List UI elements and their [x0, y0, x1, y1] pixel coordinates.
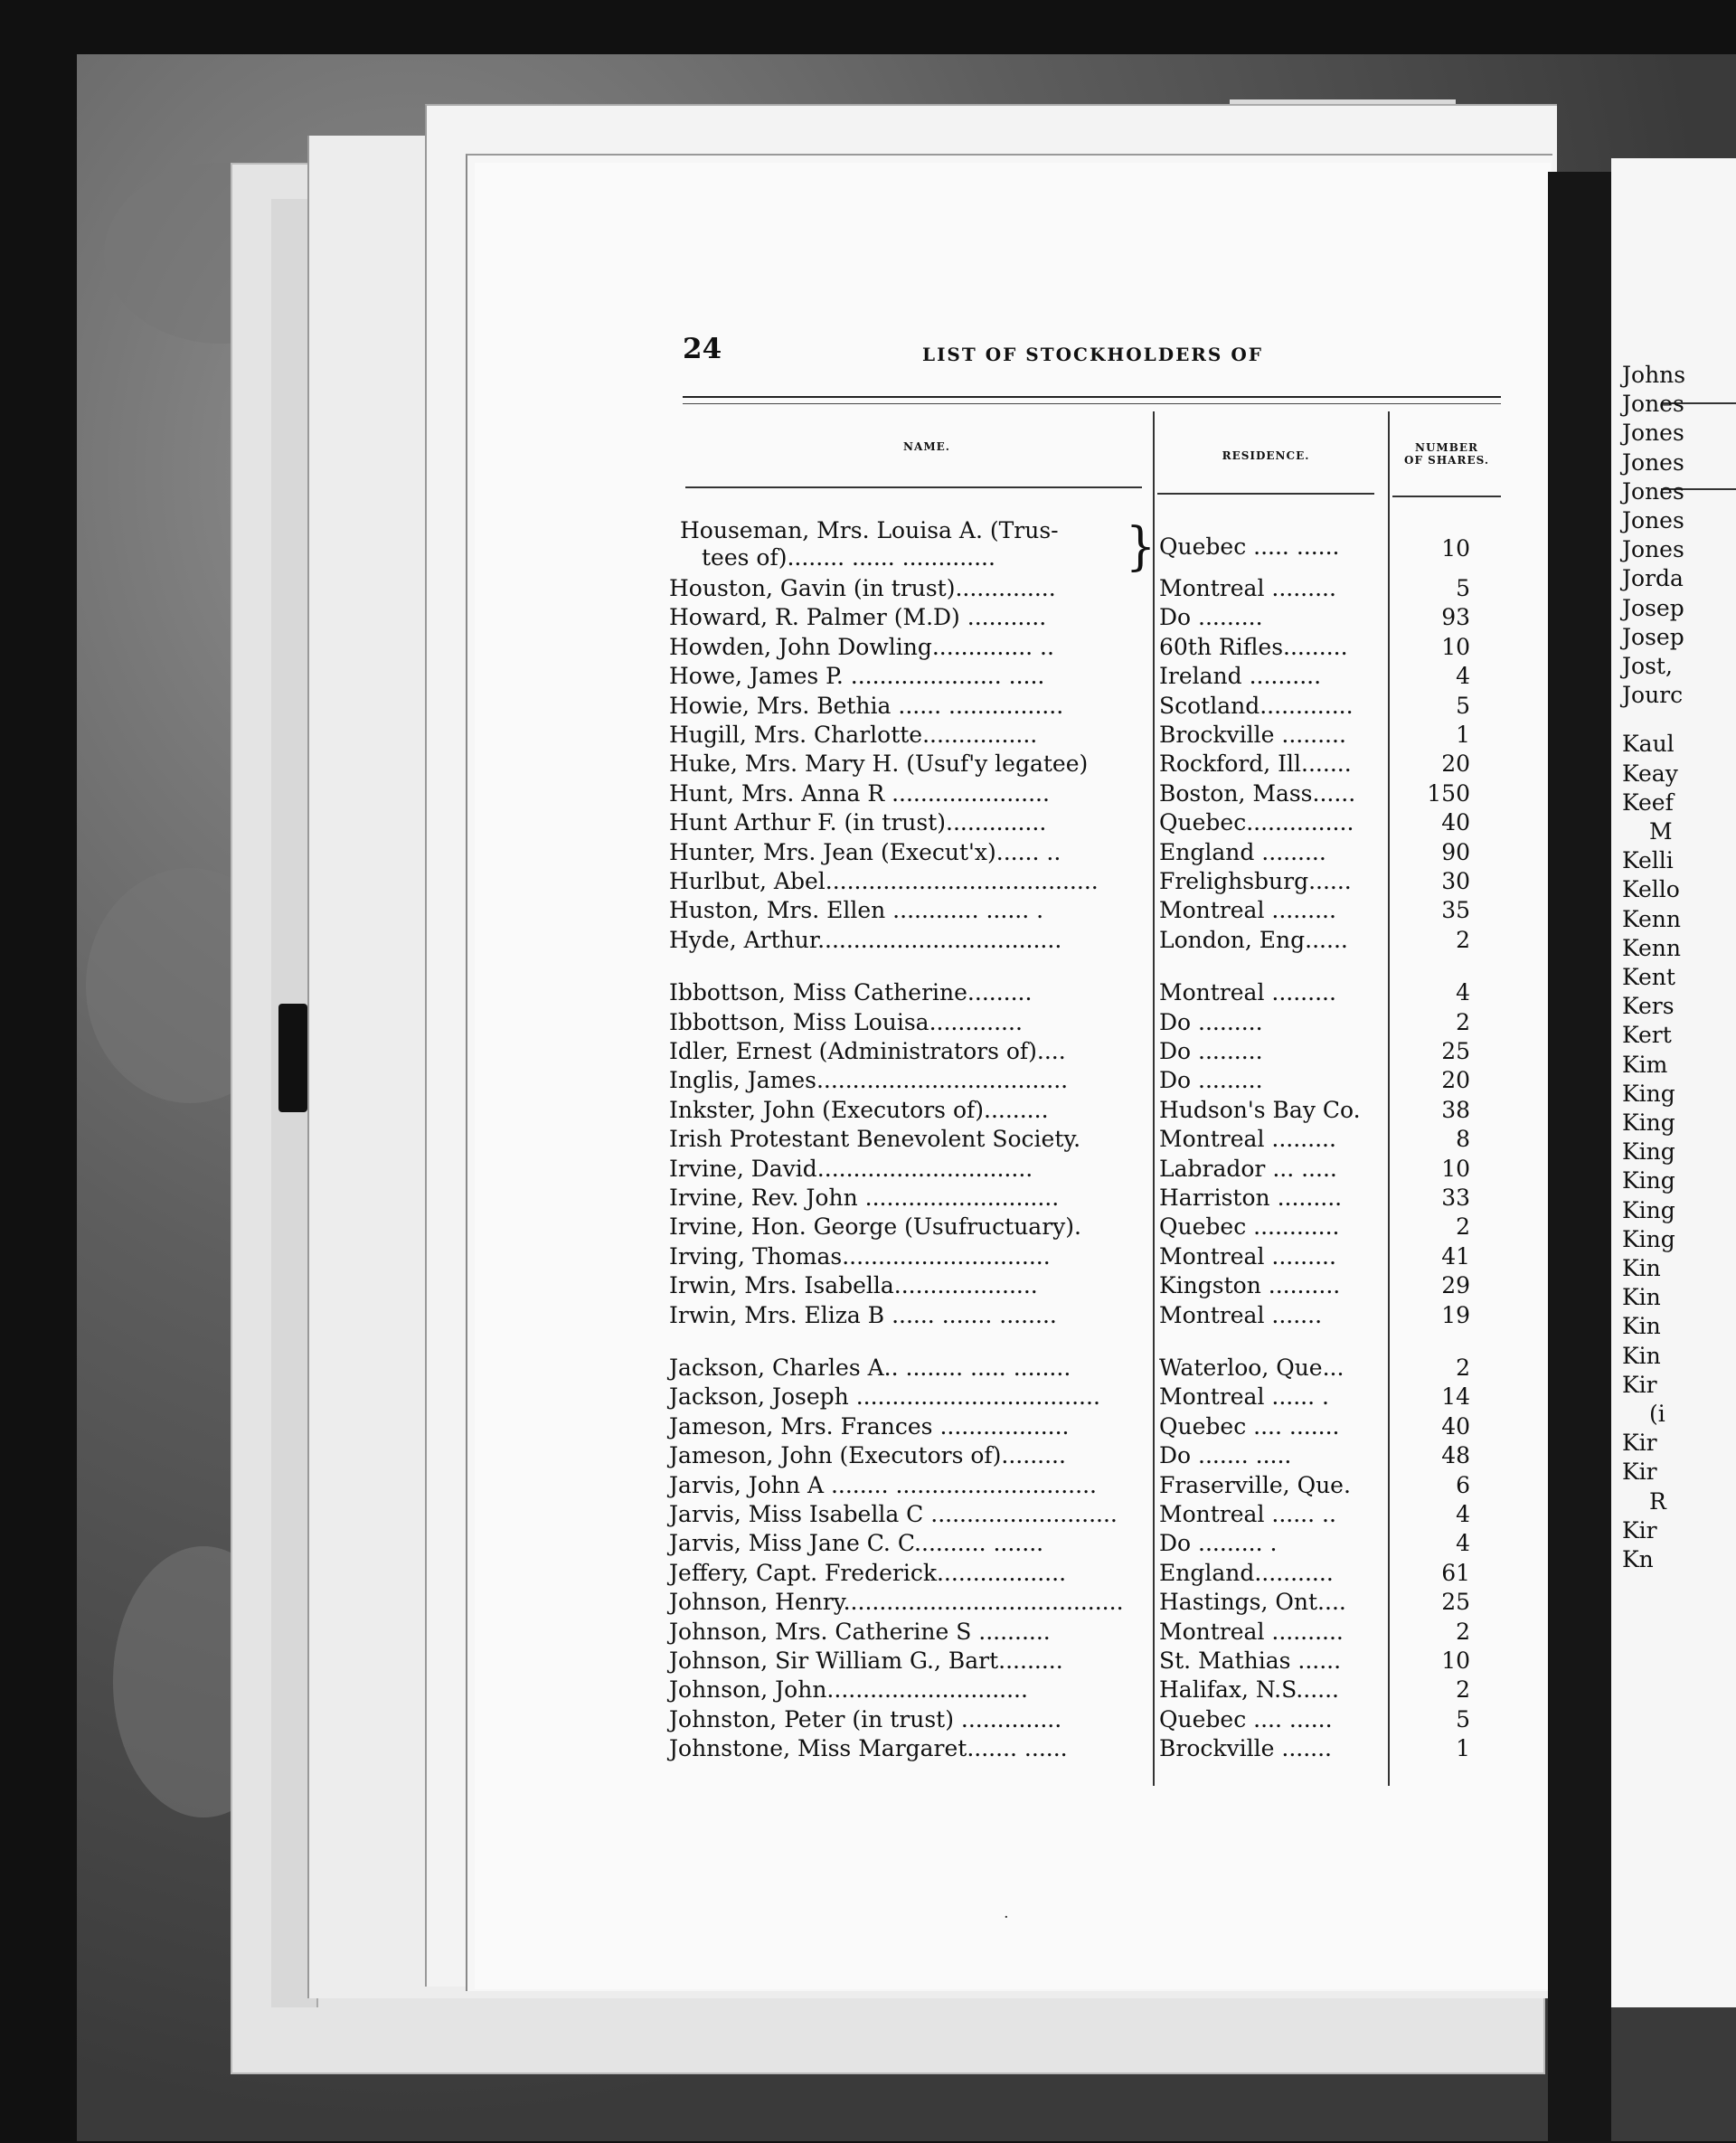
facing-page-fragment: Kaul — [1622, 731, 1675, 758]
facing-page-fragment: Jones — [1622, 507, 1684, 533]
stockholder-residence: Montreal ......... — [1159, 979, 1336, 1006]
stockholder-name: Jameson, John (Executors of)......... — [669, 1442, 1066, 1469]
stockholder-residence: St. Mathias ...... — [1159, 1647, 1342, 1674]
stockholder-residence: Montreal ......... — [1159, 1242, 1336, 1270]
stockholder-row — [669, 1530, 1510, 1559]
stockholder-row — [669, 1442, 1510, 1471]
stockholder-residence: Fraserville, Que. — [1159, 1471, 1351, 1498]
facing-page-fragment: Kert — [1622, 1022, 1672, 1049]
stockholder-residence: Quebec .... ....... — [1159, 1412, 1340, 1440]
stockholder-row — [669, 1213, 1510, 1242]
stockholder-name: Irwin, Mrs. Isabella.................... — [669, 1272, 1038, 1299]
stockholder-name: Jameson, Mrs. Frances .................. — [669, 1412, 1070, 1440]
facing-page-fragment: Kello — [1622, 876, 1680, 903]
stockholder-shares: 14 — [1441, 1383, 1470, 1411]
stockholder-row — [669, 1243, 1510, 1272]
stockholder-residence: Montreal ......... — [1159, 897, 1336, 924]
stockholder-shares: 25 — [1441, 1589, 1470, 1616]
stockholder-shares: 2 — [1456, 1008, 1470, 1035]
stockholder-residence: Montreal ......... — [1159, 575, 1336, 601]
stockholder-shares: 5 — [1456, 575, 1470, 601]
stockholder-residence: Do ......... — [1159, 1067, 1263, 1094]
stockholder-row — [669, 809, 1510, 838]
facing-page-fragment: Kim — [1622, 1051, 1668, 1078]
stockholder-name: Houston, Gavin (in trust).............. — [669, 575, 1056, 601]
stockholder-name: Irvine, Rev. John ........................... — [669, 1185, 1060, 1211]
page-number: 24 — [683, 333, 722, 365]
stockholder-name: Johnson, Henry....................................... — [669, 1589, 1124, 1616]
stockholder-row — [669, 517, 1510, 575]
facing-page-fragment: King — [1622, 1138, 1675, 1166]
stockholder-residence: Halifax, N.S...... — [1159, 1676, 1339, 1704]
stockholder-name: Hunt, Mrs. Anna R ...................... — [669, 779, 1050, 807]
stockholder-shares: 48 — [1441, 1442, 1470, 1469]
stockholder-row — [669, 751, 1510, 779]
stockholder-name: Irving, Thomas............................. — [669, 1242, 1051, 1270]
stockholder-row — [669, 575, 1510, 604]
stockholder-row — [669, 1355, 1510, 1383]
stockholder-row — [669, 634, 1510, 663]
stockholder-residence: Montreal ......... — [1159, 1126, 1336, 1153]
facing-page-fragment: (i — [1649, 1401, 1665, 1427]
stockholder-name: Howie, Mrs. Bethia ...... ................ — [669, 692, 1064, 719]
stockholder-name: Jarvis, Miss Isabella C .......................... — [669, 1501, 1118, 1527]
stockholder-residence: Quebec............... — [1159, 809, 1354, 836]
stockholder-row — [669, 839, 1510, 868]
stockholder-row — [669, 927, 1510, 956]
facing-page-fragment: Kers — [1622, 993, 1675, 1020]
stockholder-residence: Do ......... . — [1159, 1530, 1278, 1557]
stockholder-name: Hunt Arthur F. (in trust).............. — [669, 809, 1047, 836]
stockholder-row — [669, 1676, 1510, 1705]
stockholder-shares: 90 — [1441, 838, 1470, 865]
stockholder-row — [669, 1185, 1510, 1213]
stockholder-name: Irish Protestant Benevolent Society. — [669, 1126, 1081, 1153]
stockholder-residence: Brockville ....... — [1159, 1735, 1333, 1762]
facing-page-fragment: Johns — [1622, 362, 1686, 388]
stockholder-shares: 25 — [1441, 1038, 1470, 1064]
stockholder-residence: Scotland............. — [1159, 692, 1354, 719]
facing-page — [1611, 158, 1736, 2007]
stockholder-row — [669, 1619, 1510, 1647]
stockholder-shares: 150 — [1427, 779, 1470, 807]
stockholder-name: Johnson, Mrs. Catherine S .......... — [669, 1618, 1051, 1645]
stockholder-name: Huston, Mrs. Ellen ............ ...... . — [669, 897, 1044, 924]
facing-page-fragment: Kin — [1622, 1342, 1661, 1369]
facing-page-fragment: King — [1622, 1225, 1675, 1252]
facing-page-fragment: Jourc — [1622, 682, 1684, 709]
stockholder-residence: Montreal ....... — [1159, 1301, 1323, 1328]
facing-page-fragment: Josep — [1622, 623, 1684, 650]
stockholder-residence: Montreal .......... — [1159, 1618, 1344, 1645]
stockholder-name: Huke, Mrs. Mary H. (Usuf'y legatee) — [669, 751, 1089, 778]
column-header-shares — [1392, 441, 1501, 467]
stockholder-shares: 1 — [1456, 722, 1470, 748]
stockholder-residence: Harriston ......... — [1159, 1185, 1343, 1211]
stockholder-row — [669, 693, 1510, 722]
facing-page-fragment: Jones — [1622, 391, 1684, 418]
stockholder-residence: Frelighsburg...... — [1159, 868, 1352, 894]
stockholder-name: Howden, John Dowling.............. .. — [669, 633, 1054, 660]
stockholder-name: Johnson, Sir William G., Bart......... — [669, 1647, 1063, 1674]
stockholder-row — [669, 1272, 1510, 1301]
stockholder-row — [669, 1647, 1510, 1676]
facing-page-fragment: M — [1649, 818, 1673, 845]
stockholder-shares: 33 — [1441, 1185, 1470, 1211]
stockholder-shares: 10 — [1441, 535, 1470, 562]
facing-page-fragment: Josep — [1622, 594, 1684, 621]
running-title: LIST OF STOCKHOLDERS OF — [922, 344, 1263, 365]
stockholder-shares: 8 — [1456, 1126, 1470, 1153]
column-header-shares-line2: OF SHARES. — [1404, 454, 1489, 467]
header-rule — [683, 396, 1501, 398]
stockholder-name: Hunter, Mrs. Jean (Execut'x)...... .. — [669, 838, 1061, 865]
stockholder-residence: Brockville ......... — [1159, 722, 1346, 748]
facing-page-fragment: Keay — [1622, 760, 1678, 787]
facing-page-fragment: Kelli — [1622, 847, 1674, 874]
stockholder-row — [669, 1156, 1510, 1185]
column-rule — [1392, 496, 1501, 497]
stockholder-shares: 4 — [1456, 663, 1470, 690]
stockholder-name: Johnstone, Miss Margaret....... ...... — [669, 1735, 1068, 1762]
column-header-residence: RESIDENCE. — [1222, 449, 1310, 462]
stockholder-shares: 6 — [1456, 1471, 1470, 1498]
brace-glyph: } — [1126, 517, 1156, 577]
facing-page-fragment: Jost, — [1622, 653, 1673, 679]
facing-page-fragment: King — [1622, 1167, 1675, 1194]
stockholder-residence: Waterloo, Que... — [1159, 1355, 1344, 1381]
stockholder-row — [669, 1038, 1510, 1067]
header-rule — [683, 403, 1501, 404]
stockholder-residence: Do ......... — [1159, 604, 1263, 631]
stockholder-shares: 41 — [1441, 1242, 1470, 1270]
stockholder-residence: Quebec ..... ...... — [1159, 533, 1340, 560]
stockholder-name: Inkster, John (Executors of)......... — [669, 1096, 1049, 1123]
stockholder-name: Jackson, Joseph .................................. — [669, 1383, 1100, 1411]
stockholder-row — [669, 897, 1510, 926]
stockholder-residence: Quebec .... ...... — [1159, 1705, 1333, 1732]
stockholder-residence: Hastings, Ont.... — [1159, 1589, 1346, 1616]
facing-page-fragment: Kenn — [1622, 905, 1682, 932]
stockholder-shares: 2 — [1456, 926, 1470, 953]
stockholder-row — [669, 868, 1510, 897]
stockholder-residence: 60th Rifles......... — [1159, 633, 1348, 660]
stockholder-row — [669, 1501, 1510, 1530]
stockholder-residence: Labrador ... ..... — [1159, 1155, 1337, 1182]
stockholder-name: Hurlbut, Abel...................................... — [669, 868, 1099, 894]
stockholder-row — [669, 1735, 1510, 1764]
stockholder-residence: England ......... — [1159, 838, 1326, 865]
stockholder-row — [669, 1067, 1510, 1096]
facing-page-fragment: Kir — [1622, 1516, 1657, 1544]
column-rule — [685, 486, 1142, 488]
stockholder-name: Howard, R. Palmer (M.D) ........... — [669, 604, 1047, 631]
facing-page-fragment: Jorda — [1622, 565, 1684, 592]
stockholder-row — [669, 722, 1510, 751]
stockholder-row — [669, 1126, 1510, 1155]
stockholder-shares: 10 — [1441, 1647, 1470, 1674]
stockholder-row — [669, 1009, 1510, 1038]
stockholder-shares: 4 — [1456, 1530, 1470, 1557]
facing-page-fragment: Kir — [1622, 1371, 1657, 1398]
stockholder-shares: 61 — [1441, 1559, 1470, 1586]
stockholder-residence: Quebec ............ — [1159, 1213, 1340, 1241]
stockholder-residence: England........... — [1159, 1559, 1334, 1586]
stockholder-name: Idler, Ernest (Administrators of).... — [669, 1038, 1066, 1064]
stockholder-row — [669, 1097, 1510, 1126]
facing-page-fragment: Kir — [1622, 1459, 1657, 1486]
stockholder-name: Hugill, Mrs. Charlotte................ — [669, 722, 1038, 748]
facing-page-fragment: Kenn — [1622, 934, 1682, 961]
facing-page-fragment: Kn — [1622, 1546, 1654, 1572]
stockholder-row — [669, 1560, 1510, 1589]
facing-page-fragment: Kin — [1622, 1313, 1661, 1340]
stockholder-name: Inglis, James................................... — [669, 1067, 1069, 1094]
stockholder-row — [669, 1383, 1510, 1412]
stockholder-row — [669, 1706, 1510, 1735]
stockholder-shares: 5 — [1456, 692, 1470, 719]
stockholder-shares: 1 — [1456, 1735, 1470, 1762]
stockholder-shares: 10 — [1441, 633, 1470, 660]
stockholder-shares: 4 — [1456, 979, 1470, 1006]
facing-page-fragment: Kin — [1622, 1284, 1661, 1311]
stockholder-name: Jeffery, Capt. Frederick.................. — [669, 1559, 1067, 1586]
stockholder-residence: Do ......... — [1159, 1038, 1263, 1064]
stockholder-shares: 2 — [1456, 1618, 1470, 1645]
stockholder-residence: Boston, Mass...... — [1159, 779, 1356, 807]
printer-mark: · — [1004, 1908, 1009, 1927]
facing-page-fragment: Kent — [1622, 964, 1675, 990]
stockholder-residence: Do ....... ..... — [1159, 1442, 1292, 1469]
facing-page-fragment: Jones — [1622, 448, 1684, 476]
stockholder-residence: Ireland .......... — [1159, 663, 1322, 690]
stockholder-residence: Montreal ...... . — [1159, 1383, 1329, 1411]
facing-page-fragment: Keef — [1622, 788, 1674, 816]
stockholder-row — [669, 1589, 1510, 1618]
stockholder-name: Hyde, Arthur.................................. — [669, 926, 1062, 953]
stockholder-shares: 40 — [1441, 1412, 1470, 1440]
stockholder-row — [669, 663, 1510, 692]
stockholder-residence: Hudson's Bay Co. — [1159, 1096, 1361, 1123]
stockholder-residence: London, Eng...... — [1159, 926, 1348, 953]
facing-page-fragment: Jones — [1622, 420, 1684, 447]
stockholder-residence: Montreal ...... .. — [1159, 1501, 1336, 1527]
stockholder-row — [669, 780, 1510, 809]
stockholder-name: Irvine, David.............................. — [669, 1155, 1033, 1182]
stockholder-shares: 19 — [1441, 1301, 1470, 1328]
facing-page-fragment: Kin — [1622, 1255, 1661, 1281]
stockholder-name: Johnston, Peter (in trust) .............. — [669, 1705, 1062, 1732]
stockholder-residence: Rockford, Ill....... — [1159, 751, 1352, 778]
stockholder-shares: 29 — [1441, 1272, 1470, 1299]
stockholder-row — [669, 979, 1510, 1008]
stockholder-shares: 5 — [1456, 1705, 1470, 1732]
stockholder-name: Houseman, Mrs. Louisa A. (Trus- — [680, 517, 1059, 543]
stockholder-name: tees of)........ ...... ............. — [702, 544, 995, 571]
book-spine-gutter — [1548, 172, 1611, 2143]
stockholder-shares: 2 — [1456, 1676, 1470, 1704]
stockholder-name: Jackson, Charles A.. ........ ..... ........ — [669, 1355, 1071, 1381]
stockholder-name: Ibbottson, Miss Catherine......... — [669, 979, 1033, 1006]
thumb-index-mark — [278, 1004, 307, 1112]
facing-page-fragment: King — [1622, 1109, 1675, 1136]
facing-page-fragment: Kir — [1622, 1430, 1657, 1457]
stockholder-name: Irvine, Hon. George (Usufructuary). — [669, 1213, 1081, 1241]
facing-page-fragment: King — [1622, 1080, 1675, 1107]
stockholder-shares: 38 — [1441, 1096, 1470, 1123]
column-header-shares-line1: NUMBER — [1415, 441, 1478, 454]
stockholder-name: Jarvis, John A ........ ............................ — [669, 1471, 1097, 1498]
stockholder-shares: 20 — [1441, 751, 1470, 778]
stockholder-row — [669, 1413, 1510, 1442]
stockholder-residence: Kingston .......... — [1159, 1272, 1341, 1299]
stockholder-shares: 93 — [1441, 604, 1470, 631]
stockholder-name: Johnson, John............................ — [669, 1676, 1028, 1704]
facing-page-fragment: Jones — [1622, 536, 1684, 563]
stockholder-shares: 2 — [1456, 1355, 1470, 1381]
facing-page-fragment: King — [1622, 1196, 1675, 1223]
column-rule — [1157, 493, 1374, 495]
stockholder-name: Jarvis, Miss Jane C. C.......... ....... — [669, 1530, 1044, 1557]
stockholder-shares: 35 — [1441, 897, 1470, 924]
stockholder-row — [669, 1302, 1510, 1331]
stockholder-name: Ibbottson, Miss Louisa............. — [669, 1008, 1023, 1035]
stockholder-row — [669, 1472, 1510, 1501]
stockholder-name: Irwin, Mrs. Eliza B ...... ....... ........ — [669, 1301, 1057, 1328]
stockholder-row — [669, 604, 1510, 633]
facing-page-fragment: R — [1649, 1487, 1666, 1515]
stockholder-shares: 10 — [1441, 1155, 1470, 1182]
stockholder-shares: 2 — [1456, 1213, 1470, 1241]
column-header-name: NAME. — [903, 440, 950, 453]
stockholder-name: Howe, James P. ..................... ..... — [669, 663, 1045, 690]
stockholder-shares: 30 — [1441, 868, 1470, 894]
stockholder-shares: 40 — [1441, 809, 1470, 836]
stockholder-residence: Do ......... — [1159, 1008, 1263, 1035]
stockholder-shares: 4 — [1456, 1501, 1470, 1527]
stockholder-shares: 20 — [1441, 1067, 1470, 1094]
facing-page-fragment: Jones — [1622, 477, 1684, 505]
